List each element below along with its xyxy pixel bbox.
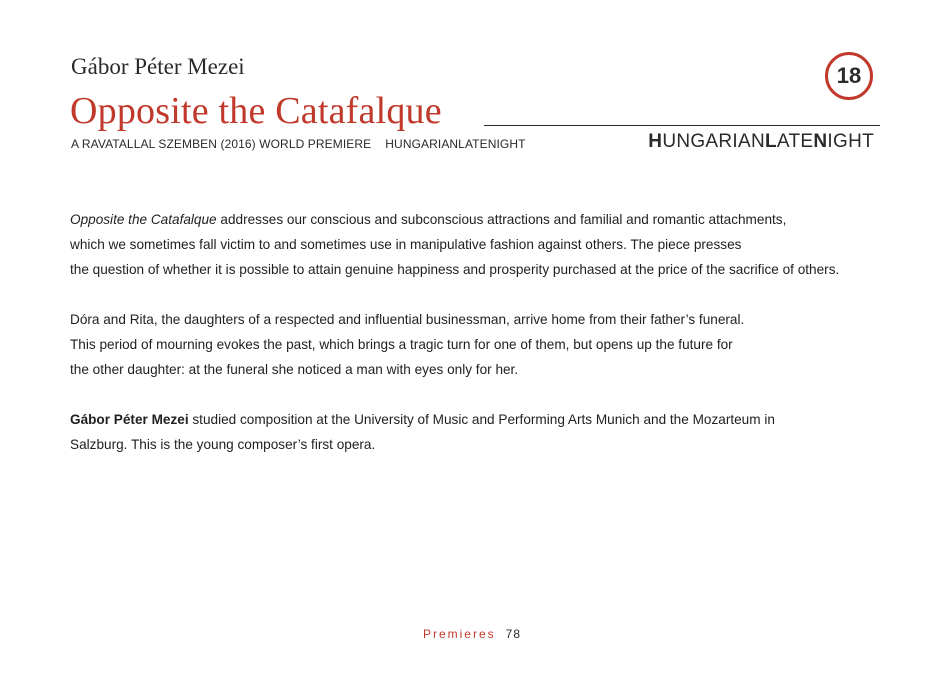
page-number: 78 xyxy=(505,627,522,641)
line-text: studied composition at the University of Music and Performing Arts Munich and the Mozarteum in xyxy=(188,412,775,427)
logo-part-4: ATE xyxy=(776,131,814,152)
footer-section: Premieres xyxy=(422,627,496,641)
subtitle-main: A RAVATALLAL SZEMBEN (2016) WORLD PREMIERE xyxy=(71,137,372,151)
logo-part-3: L xyxy=(765,131,777,152)
line-text: addresses our conscious and subconscious attractions and familial and romantic attachments, xyxy=(216,212,787,227)
number-badge: 18 xyxy=(825,52,873,100)
paragraph-plot xyxy=(70,307,870,382)
logo-part-5: N xyxy=(813,131,828,152)
paragraph-bio xyxy=(70,407,870,457)
paragraph-line: This period of mourning evokes the past, which brings a tragic turn for one of them, but opens up the future for xyxy=(70,337,733,352)
logo-part-1: H xyxy=(648,131,663,152)
paragraph-synopsis xyxy=(70,207,870,282)
composer-name: Gábor Péter Mezei xyxy=(71,54,245,79)
title-rule xyxy=(484,125,880,126)
subtitle-series: HUNGARIANLATENIGHT xyxy=(385,137,526,151)
page-footer xyxy=(0,627,944,641)
logo-part-6: IGHT xyxy=(827,131,874,152)
italic-title: Opposite the Catafalque xyxy=(70,212,217,227)
page-title: Opposite the Catafalque xyxy=(70,90,442,132)
body-text xyxy=(70,207,870,482)
paragraph-line: Dóra and Rita, the daughters of a respected and influential businessman, arrive home from their father’s funeral. xyxy=(70,312,745,327)
paragraph-line xyxy=(70,207,870,232)
paragraph-line: the question of whether it is possible to attain genuine happiness and prosperity purchased at the price of the sacrifice of others. xyxy=(70,262,840,277)
paragraph-line: Salzburg. This is the young composer’s first opera. xyxy=(70,437,376,452)
paragraph-line xyxy=(70,407,870,432)
paragraph-line: the other daughter: at the funeral she noticed a man with eyes only for her. xyxy=(70,362,519,377)
series-logo xyxy=(648,131,874,153)
paragraph-line: which we sometimes fall victim to and sometimes use in manipulative fashion against others. The piece presses xyxy=(70,237,742,252)
logo-part-2: UNGARIAN xyxy=(662,131,766,152)
subtitle xyxy=(71,137,526,151)
bold-name: Gábor Péter Mezei xyxy=(70,412,189,427)
